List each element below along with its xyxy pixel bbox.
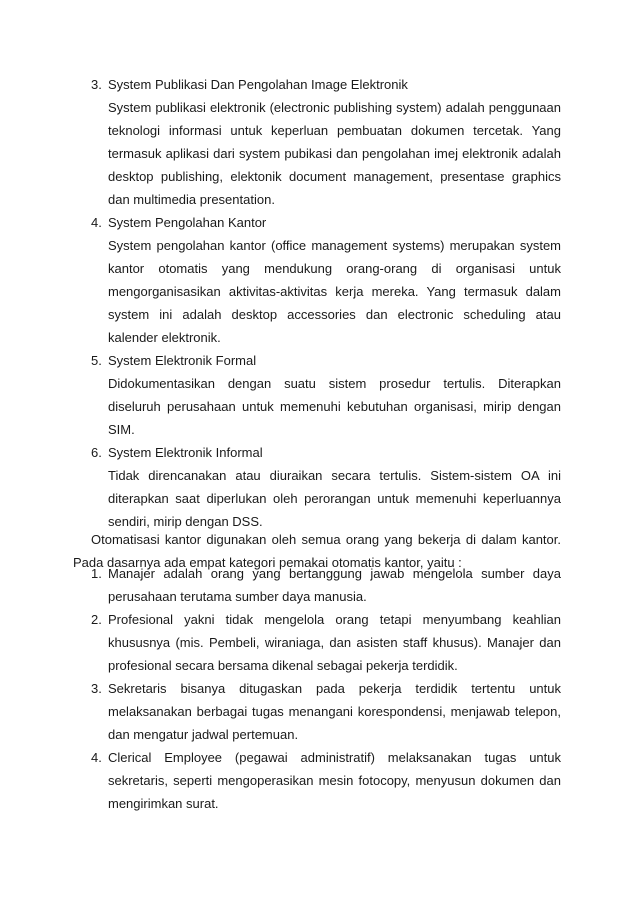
list-item: [0, 73, 561, 211]
list-item: [0, 349, 561, 441]
item-body: System pengolahan kantor (office management systems) merupakan system kantor otomatis yang mendukung orang-orang di organisasi untuk mengorganisasikan aktivitas-aktivitas kerja mereka. Yang termasuk dalam system ini adalah desktop accessories dan electronic scheduling atau kalender elektronik.: [108, 238, 561, 345]
item-number: 4.: [91, 750, 102, 765]
item-title: System Elektronik Informal: [108, 445, 263, 460]
item-title: System Publikasi Dan Pengolahan Image Elektronik: [108, 77, 408, 92]
item-title: System Pengolahan Kantor: [108, 215, 267, 230]
item-number: 3.: [91, 681, 102, 696]
item-body: Didokumentasikan dengan suatu sistem prosedur tertulis. Diterapkan diseluruh perusahaan untuk memenuhi kebutuhan organisasi, mirip dengan SIM.: [108, 376, 561, 437]
item-body: Sekretaris bisanya ditugaskan pada pekerja terdidik tertentu untuk melaksanakan berbagai tugas menangani korespondensi, menjawab telepon, dan mengatur jadwal pertemuan.: [108, 681, 561, 742]
list-item: [0, 562, 561, 608]
list-item: [0, 608, 561, 677]
system-list: [0, 73, 561, 533]
list-item: [0, 746, 561, 815]
intro-paragraph: Otomatisasi kantor digunakan oleh semua orang yang bekerja di dalam kantor. Pada dasarnya ada empat kategori pemakai otomatis kantor, yaitu :: [73, 532, 561, 570]
item-number: 6.: [91, 445, 102, 460]
item-body: System publikasi elektronik (electronic publishing system) adalah penggunaan teknologi informasi untuk keperluan pembuatan dokumen tercetak. Yang termasuk aplikasi dari system pubikasi dan pengolahan imej elektronik adalah desktop publishing, elektonik document management, presentase graphics dan multimedia presentation.: [108, 100, 561, 207]
item-number: 2.: [91, 612, 102, 627]
item-number: 5.: [91, 353, 102, 368]
item-body: Manajer adalah orang yang bertanggung jawab mengelola sumber daya perusahaan terutama sumber daya manusia.: [108, 566, 561, 604]
list-item: [0, 211, 561, 349]
item-title: System Elektronik Formal: [108, 353, 257, 368]
item-body: Clerical Employee (pegawai administratif) melaksanakan tugas untuk sekretaris, seperti mengoperasikan mesin fotocopy, menyusun dokumen dan mengirimkan surat.: [108, 750, 561, 811]
list-item: [0, 677, 561, 746]
item-number: 4.: [91, 215, 102, 230]
item-body: Tidak direncanakan atau diuraikan secara tertulis. Sistem-sistem OA ini diterapkan saat diperlukan oleh perorangan untuk memenuhi keperluannya sendiri, mirip dengan DSS.: [108, 468, 561, 529]
user-category-list: [0, 562, 561, 815]
item-number: 3.: [91, 77, 102, 92]
list-item: [0, 441, 561, 533]
item-number: 1.: [91, 566, 102, 581]
item-body: Profesional yakni tidak mengelola orang tetapi menyumbang keahlian khususnya (mis. Pembeli, wiraniaga, dan asisten staff khusus). Manajer dan profesional secara bersama dikenal sebagai pekerja terdidik.: [108, 612, 561, 673]
